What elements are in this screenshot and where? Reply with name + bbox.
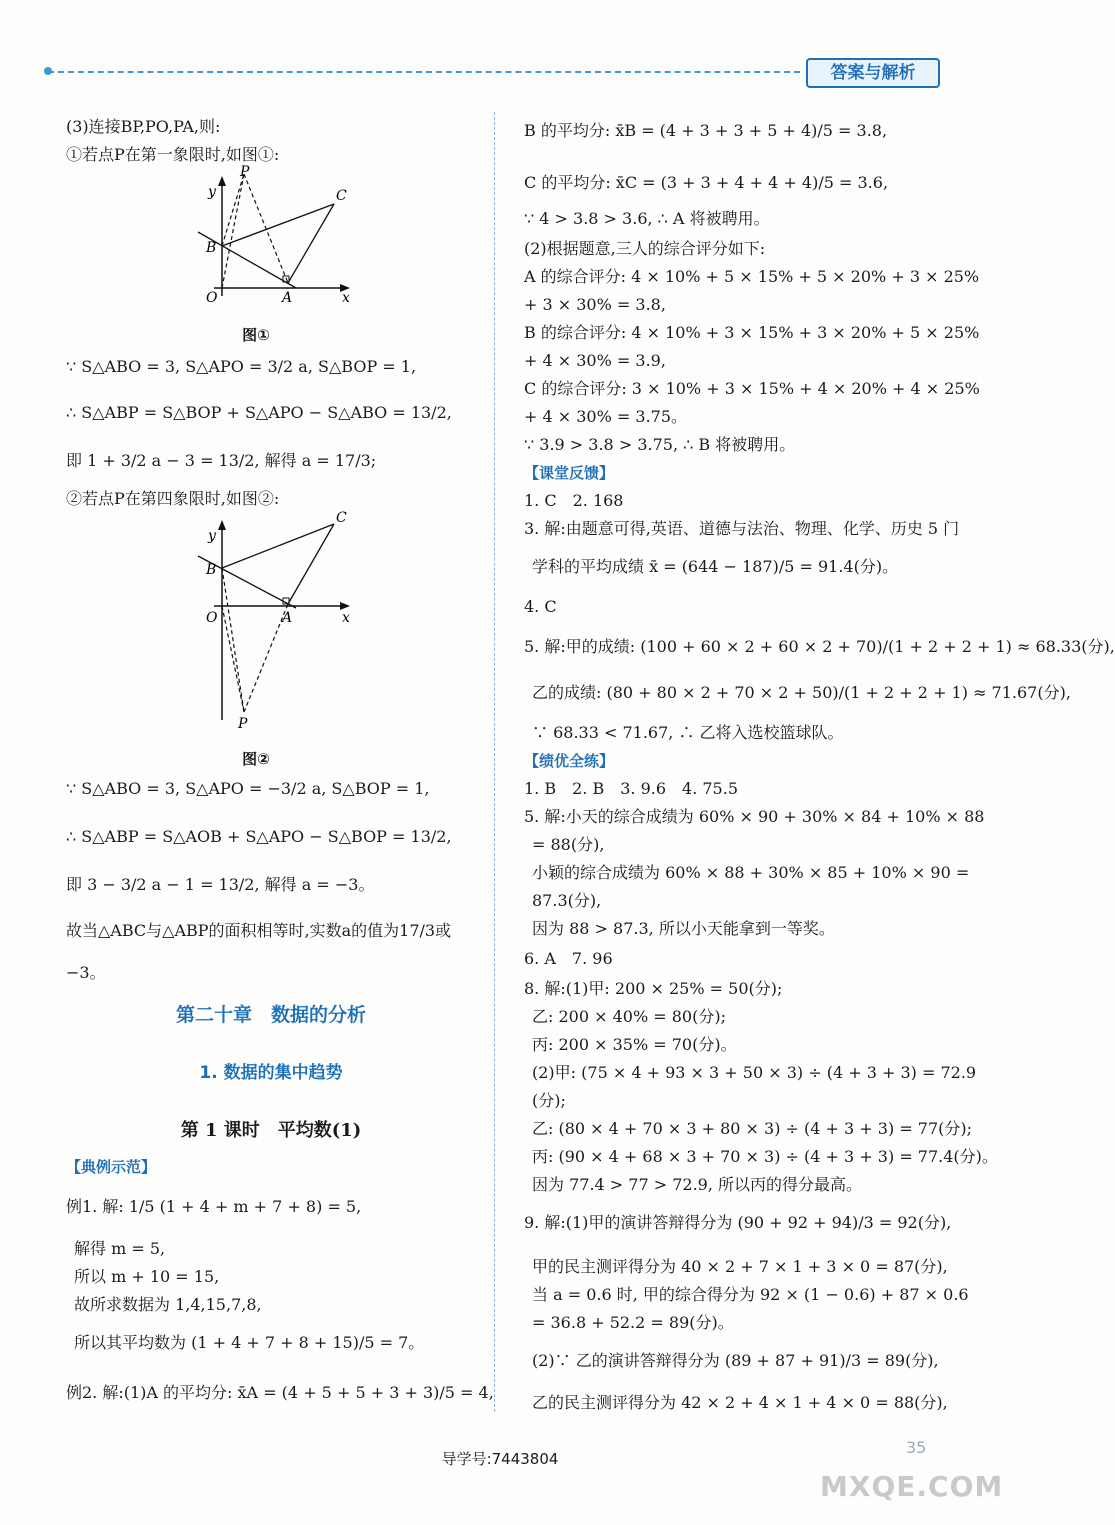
text-line: ∴ S△ABP = S△AOB + S△APO − S△BOP = 13/2, [66,827,452,846]
text-line: 因为 77.4 > 77 > 72.9, 所以丙的得分最高。 [532,1175,863,1194]
text-line: 甲的民主测评得分为 40 × 2 + 7 × 1 + 3 × 0 = 87(分), [532,1257,948,1276]
text-line: 丙: (90 × 4 + 68 × 3 + 70 × 3) ÷ (4 + 3 + 3) = 77.4(分)。 [532,1147,998,1166]
text-line: 5. 解:甲的成绩: (100 + 60 × 2 + 60 × 2 + 70)/(1 + 2 + 2 + 1) ≈ 68.33(分), [524,637,1115,656]
label-O: O [206,290,218,306]
label-A: A [282,290,293,306]
label-x: x [342,290,350,306]
text-line: C 的综合评分: 3 × 10% + 3 × 15% + 4 × 20% + 4 × 25% [524,379,980,398]
section-label-feedback: 【 课堂反馈 】 [524,462,614,483]
label-y: y [208,184,216,200]
column-divider [494,112,495,1412]
figure-2-caption: 图② [242,750,270,768]
label-P: P [240,164,250,180]
text-line: + 4 × 30% = 3.75。 [524,407,688,426]
text-line: 3. 解:由题意可得,英语、道德与法治、物理、化学、历史 5 门 [524,519,960,538]
page-number: 35 [906,1438,927,1457]
text-line: 丙: 200 × 35% = 70(分)。 [532,1035,737,1054]
text-line: ∵ S△ABO = 3, S△APO = 3/2 a, S△BOP = 1, [66,357,417,376]
text-line: 学科的平均成绩 x̄ = (644 − 187)/5 = 91.4(分)。 [532,557,899,576]
text-line: (2)根据题意,三人的综合评分如下: [524,239,766,258]
section-label-example: 【 典例示范 】 [66,1156,156,1177]
text-line: 故所求数据为 1,4,15,7,8, [74,1295,262,1314]
figure-1 [196,166,356,306]
text-line: 9. 解:(1)甲的演讲答辩得分为 (90 + 92 + 94)/3 = 92(分), [524,1213,952,1232]
lesson-title: 第 1 课时 平均数(1) [180,1120,362,1141]
text-line: ∵ 3.9 > 3.8 > 3.75, ∴ B 将被聘用。 [524,435,796,454]
figure-2 [196,510,356,732]
text-line: ∵ S△ABO = 3, S△APO = −3/2 a, S△BOP = 1, [66,779,430,798]
guide-number: 导学号:7443804 [441,1450,559,1468]
text-line: 8. 解:(1)甲: 200 × 25% = 50(分); [524,979,783,998]
text-line: 乙的民主测评得分为 42 × 2 + 4 × 1 + 4 × 0 = 88(分), [532,1393,948,1412]
label-y: y [208,528,216,544]
label-A: A [282,610,293,626]
section-title: 1. 数据的集中趋势 [199,1063,343,1083]
text-line: 乙: 200 × 40% = 80(分); [532,1007,726,1026]
label-C: C [336,188,347,204]
text-line: B 的平均分: x̄B = (4 + 3 + 3 + 5 + 4)/5 = 3.8, [524,121,888,140]
text-line: 87.3(分), [532,891,602,910]
label-O: O [206,610,218,626]
text-line: 1. C 2. 168 [524,491,624,510]
text-line: ①若点P在第一象限时,如图①: [66,145,280,164]
text-line: (2)∵ 乙的演讲答辩得分为 (89 + 87 + 91)/3 = 89(分), [532,1351,939,1370]
text-line: 1. B 2. B 3. 9.6 4. 75.5 [524,779,738,798]
text-line: 即 3 − 3/2 a − 1 = 13/2, 解得 a = −3。 [66,875,375,894]
text-line: ∵ 4 > 3.8 > 3.6, ∴ A 将被聘用。 [524,209,770,228]
text-line: B 的综合评分: 4 × 10% + 3 × 15% + 3 × 20% + 5 × 25% [524,323,980,342]
text-line: 故当△ABC与△ABP的面积相等时,实数a的值为17/3或 [66,921,452,940]
text-line: ②若点P在第四象限时,如图②: [66,489,280,508]
watermark: MXQE.COM [820,1470,1004,1503]
text-line: 小颖的综合成绩为 60% × 88 + 30% × 85 + 10% × 90 = [532,863,970,882]
text-line: 解得 m = 5, [74,1239,166,1258]
text-line: 因为 88 > 87.3, 所以小天能拿到一等奖。 [532,919,835,938]
text-line: + 3 × 30% = 3.8, [524,295,666,314]
label-C: C [336,510,347,526]
text-line: −3。 [66,963,106,982]
text-line: (2)甲: (75 × 4 + 93 × 3 + 50 × 3) ÷ (4 + 3 + 3) = 72.9 [532,1063,977,1082]
text-line: (3)连接BP,PO,PA,则: [66,117,221,136]
text-line: ∵ 68.33 < 71.67, ∴ 乙将入选校篮球队。 [532,723,844,742]
text-line: 乙的成绩: (80 + 80 × 2 + 70 × 2 + 50)/(1 + 2 + 2 + 1) ≈ 71.67(分), [532,683,1071,702]
text-line: ∴ S△ABP = S△BOP + S△APO − S△ABO = 13/2, [66,403,452,422]
text-line: 6. A 7. 96 [524,949,613,968]
text-line: = 88(分), [532,835,605,854]
text-line: 4. C [524,597,557,616]
text-line: 当 a = 0.6 时, 甲的综合得分为 92 × (1 − 0.6) + 87 × 0.6 [532,1285,969,1304]
label-B: B [206,240,217,256]
header-dashed-rule [48,71,800,73]
section-label-excellent: 【 绩优全练 】 [524,750,614,771]
text-line: 即 1 + 3/2 a − 3 = 13/2, 解得 a = 17/3; [66,451,377,470]
label-P: P [238,716,248,732]
label-x: x [342,610,350,626]
chapter-title: 第二十章 数据的分析 [175,1004,366,1026]
text-line: 所以其平均数为 (1 + 4 + 7 + 8 + 15)/5 = 7。 [74,1333,425,1352]
figure-1-caption: 图① [242,326,270,344]
label-B: B [206,562,217,578]
header-tag: 答案与解析 [806,58,940,88]
text-line: C 的平均分: x̄C = (3 + 3 + 4 + 4 + 4)/5 = 3.6, [524,173,889,192]
text-line: 5. 解:小天的综合成绩为 60% × 90 + 30% × 84 + 10% × 88 [524,807,985,826]
text-line: (分); [532,1091,566,1110]
text-line: 乙: (80 × 4 + 70 × 3 + 80 × 3) ÷ (4 + 3 + 3) = 77(分); [532,1119,973,1138]
text-line: 例1. 解: 1/5 (1 + 4 + m + 7 + 8) = 5, [66,1197,362,1216]
text-line: 例2. 解:(1)A 的平均分: x̄A = (4 + 5 + 5 + 3 + 3)/5 = 4, [66,1383,494,1402]
text-line: = 36.8 + 52.2 = 89(分)。 [532,1313,734,1332]
text-line: + 4 × 30% = 3.9, [524,351,666,370]
text-line: A 的综合评分: 4 × 10% + 5 × 15% + 5 × 20% + 3 × 25% [524,267,980,286]
text-line: 所以 m + 10 = 15, [74,1267,220,1286]
